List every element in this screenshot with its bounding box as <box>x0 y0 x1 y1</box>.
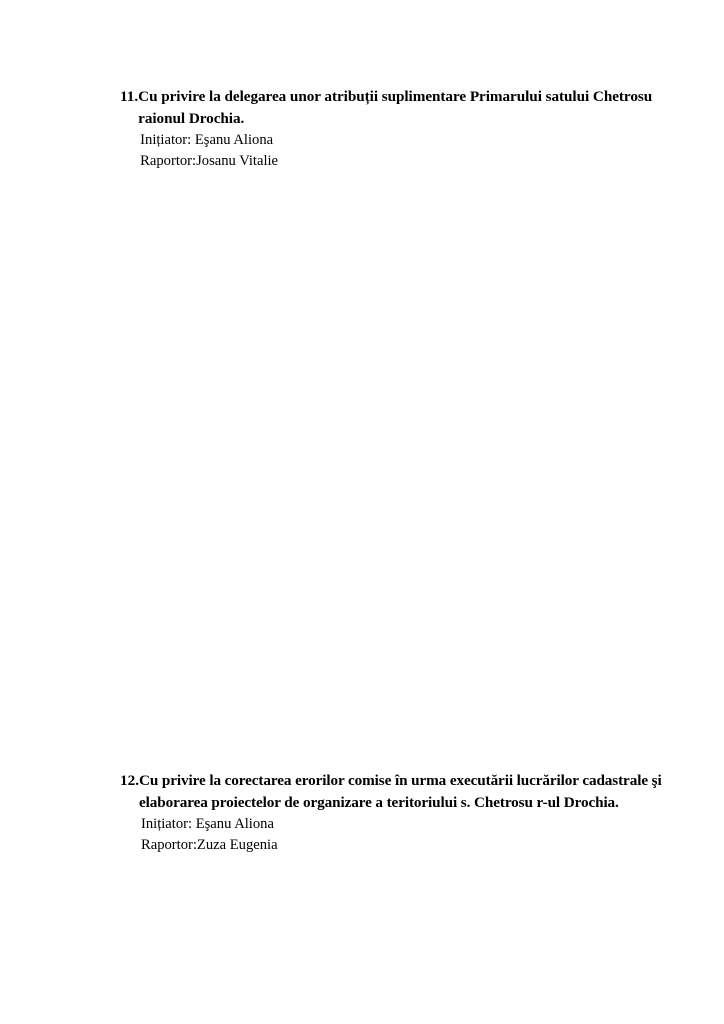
agenda-item-11 <box>120 86 672 171</box>
blank-space <box>120 171 672 770</box>
agenda-item-body <box>138 86 672 171</box>
agenda-item-raportor: Raportor:Zuza Eugenia <box>140 836 278 853</box>
document-content <box>120 86 672 855</box>
agenda-item-number: 12. <box>120 772 139 789</box>
agenda-item-12 <box>120 770 672 855</box>
agenda-item-body <box>139 770 672 855</box>
agenda-item-title: Cu privire la delegarea unor atribuții suplimentare Primarului satului Chetrosu raionul Drochia. <box>138 88 653 127</box>
agenda-item-number: 11. <box>120 88 139 105</box>
agenda-item-title: Cu privire la corectarea erorilor comise în urma executării lucrărilor cadastrale şi elaborarea proiectelor de organizare a teritoriului s. Chetrosu r-ul Drochia. <box>138 772 662 811</box>
agenda-item-initiator: Inițiator: Eşanu Aliona <box>140 132 274 148</box>
agenda-item-raportor: Raportor:Josanu Vitalie <box>140 152 279 169</box>
agenda-item-initiator: Inițiator: Eşanu Aliona <box>140 816 274 832</box>
